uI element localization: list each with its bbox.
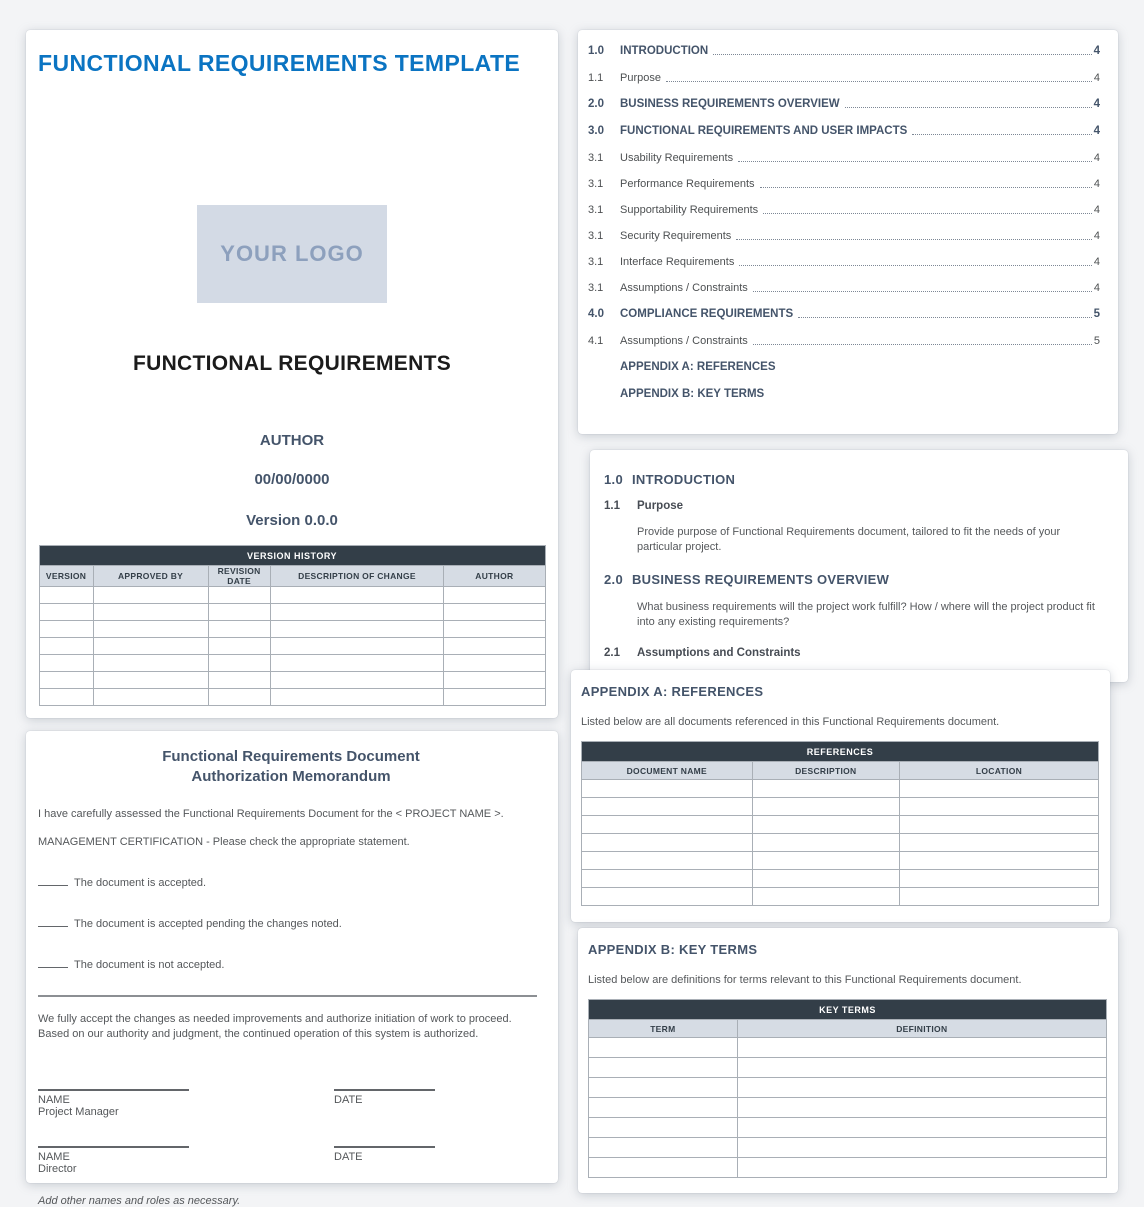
table-column-header: LOCATION: [899, 762, 1098, 780]
table-cell: [589, 1098, 738, 1118]
table-column-header: TERM: [589, 1020, 738, 1038]
toc-entry-number: 4.1: [588, 335, 604, 347]
table-cell: [737, 1098, 1106, 1118]
toc-entry-label: Usability Requirements: [620, 152, 734, 164]
toc-entry-number: 4.0: [588, 308, 604, 320]
toc-entry-page-number: 4: [1093, 125, 1100, 137]
toc-entry-page-number: 4: [1093, 98, 1100, 110]
table-cell: [270, 604, 444, 621]
section-heading-text: Assumptions and Constraints: [637, 647, 801, 659]
memo-option-label: The document is not accepted.: [74, 959, 225, 971]
table-cell: [208, 621, 270, 638]
table-row: [589, 1138, 1107, 1158]
toc-entry-number: 1.1: [588, 72, 604, 84]
table-row: [39, 604, 545, 621]
toc-entry-label: Purpose: [620, 72, 661, 84]
memo-page: [26, 731, 558, 1207]
table-cell: [582, 780, 753, 798]
table-cell: [737, 1038, 1106, 1058]
toc-page: [578, 30, 1118, 434]
table-cell: [208, 638, 270, 655]
section-heading-text: BUSINESS REQUIREMENTS OVERVIEW: [631, 572, 890, 587]
table-row: [39, 689, 545, 706]
date-label: DATE: [334, 1151, 363, 1163]
table-column-header: DESCRIPTION OF CHANGE: [270, 566, 444, 587]
appendix-a-intro: Listed below are all documents referenced in this Functional Requirements document.: [581, 716, 1000, 728]
toc-entry-number: 3.0: [588, 125, 604, 137]
table-title: KEY TERMS: [589, 1000, 1107, 1020]
toc-entry: [588, 125, 1100, 137]
intro-page: [590, 450, 1128, 682]
table-cell: [444, 587, 545, 604]
toc-entry-number: 1.0: [588, 45, 604, 57]
table-row: [582, 834, 1099, 852]
table-cell: [737, 1138, 1106, 1158]
table-cell: [582, 870, 753, 888]
version-history-table: [39, 545, 546, 706]
memo-paragraph: MANAGEMENT CERTIFICATION - Please check the appropriate statement.: [38, 836, 410, 848]
toc-entry: [588, 256, 1100, 268]
table-column-header: APPROVED BY: [93, 566, 208, 587]
toc-entry: [588, 335, 1100, 347]
section-heading-text: Purpose: [637, 500, 684, 512]
toc-entry-label: FUNCTIONAL REQUIREMENTS AND USER IMPACTS: [620, 125, 908, 137]
toc-entry-page-number: 5: [1093, 335, 1100, 347]
signature-role: Director: [38, 1163, 77, 1175]
table-row: [589, 1098, 1107, 1118]
toc-entry: [588, 282, 1100, 294]
table-row: [589, 1118, 1107, 1138]
table-row: [582, 780, 1099, 798]
memo-note: Add other names and roles as necessary.: [38, 1195, 241, 1207]
toc-dot-leader: [738, 161, 1092, 162]
table-column-header: DEFINITION: [737, 1020, 1106, 1038]
memo-title-line2: Authorization Memorandum: [191, 768, 391, 785]
table-row: [39, 655, 545, 672]
table-cell: [589, 1118, 738, 1138]
table-cell: [752, 798, 899, 816]
section-h2: [604, 500, 1108, 512]
table-cell: [737, 1058, 1106, 1078]
table-cell: [39, 672, 93, 689]
table-cell: [444, 621, 545, 638]
toc-entry: [588, 388, 1100, 400]
checkmark-blank: [38, 875, 68, 886]
toc-dot-leader: [753, 344, 1092, 345]
date-label: DATE: [334, 1094, 363, 1106]
toc-entry-label: Interface Requirements: [620, 256, 735, 268]
toc-entry-label: Assumptions / Constraints: [620, 335, 748, 347]
toc-dot-leader: [798, 317, 1091, 318]
table-cell: [899, 852, 1098, 870]
date-line: [334, 1089, 435, 1091]
table-cell: [93, 655, 208, 672]
toc-entry-number: 3.1: [588, 152, 604, 164]
toc-entry-page-number: 4: [1093, 230, 1100, 242]
table-cell: [582, 888, 753, 906]
toc-entry: [588, 361, 1100, 373]
cover-page: [26, 30, 558, 718]
toc-entry-page-number: 4: [1093, 282, 1100, 294]
table-cell: [39, 604, 93, 621]
toc-entry: [588, 98, 1100, 110]
table-row: [582, 870, 1099, 888]
toc-dot-leader: [739, 265, 1092, 266]
toc-dot-leader: [713, 54, 1091, 55]
template-title: FUNCTIONAL REQUIREMENTS TEMPLATE: [38, 50, 521, 76]
table-cell: [737, 1078, 1106, 1098]
table-row: [582, 852, 1099, 870]
table-cell: [582, 852, 753, 870]
table-cell: [752, 852, 899, 870]
section-number: 1.1: [604, 500, 620, 512]
toc-entry-number: 3.1: [588, 256, 604, 268]
memo-option-label: The document is accepted pending the changes noted.: [74, 918, 342, 930]
key-terms-table: [588, 999, 1107, 1178]
table-row: [582, 888, 1099, 906]
section-number: 2.0: [604, 572, 623, 587]
appendix-b-title: APPENDIX B: KEY TERMS: [588, 942, 758, 957]
signature-role: Project Manager: [38, 1106, 119, 1118]
toc-dot-leader: [736, 239, 1092, 240]
divider: [38, 995, 537, 997]
toc-entry: [588, 152, 1100, 164]
table-row: [39, 672, 545, 689]
toc-entry: [588, 45, 1100, 57]
table-title-row: [39, 546, 545, 566]
document-version: Version 0.0.0: [246, 512, 338, 529]
table-cell: [752, 816, 899, 834]
table-cell: [899, 780, 1098, 798]
table-cell: [270, 672, 444, 689]
table-title-row: [589, 1000, 1107, 1020]
table-cell: [752, 780, 899, 798]
section-number: 1.0: [604, 472, 623, 487]
section-h2: [604, 647, 1108, 659]
table-column-header: AUTHOR: [444, 566, 545, 587]
table-column-header: REVISION DATE: [208, 566, 270, 587]
table-title: VERSION HISTORY: [39, 546, 545, 566]
table-row: [582, 798, 1099, 816]
toc-entry-page-number: 5: [1093, 308, 1100, 320]
document-title: FUNCTIONAL REQUIREMENTS: [132, 352, 451, 375]
table-title-row: [582, 742, 1099, 762]
table-header-row: [582, 762, 1099, 780]
table-cell: [899, 888, 1098, 906]
toc-entry-label: Supportability Requirements: [620, 204, 759, 216]
table-cell: [93, 638, 208, 655]
toc-entry: [588, 308, 1100, 320]
table-cell: [270, 621, 444, 638]
checkmark-blank: [38, 916, 68, 927]
table-cell: [589, 1058, 738, 1078]
table-cell: [208, 689, 270, 706]
memo-option-label: The document is accepted.: [74, 877, 207, 889]
table-cell: [93, 587, 208, 604]
memo-option: [38, 875, 544, 889]
table-cell: [899, 816, 1098, 834]
toc-entry-label: BUSINESS REQUIREMENTS OVERVIEW: [620, 98, 840, 110]
table-cell: [589, 1138, 738, 1158]
table-row: [589, 1078, 1107, 1098]
memo-option: [38, 957, 544, 971]
signature-name-label: NAME: [38, 1094, 70, 1106]
toc-entry: [588, 72, 1100, 84]
table-cell: [589, 1158, 738, 1178]
table-cell: [752, 870, 899, 888]
document-date: 00/00/0000: [254, 471, 330, 488]
table-title: REFERENCES: [582, 742, 1099, 762]
table-cell: [93, 689, 208, 706]
table-cell: [589, 1078, 738, 1098]
table-cell: [39, 587, 93, 604]
table-row: [589, 1038, 1107, 1058]
table-cell: [899, 798, 1098, 816]
toc-entry: [588, 230, 1100, 242]
table-cell: [93, 621, 208, 638]
appendix-b-intro: Listed below are definitions for terms relevant to this Functional Requirements document.: [588, 974, 1022, 986]
table-cell: [270, 655, 444, 672]
table-cell: [208, 655, 270, 672]
appendix-a-page: [571, 670, 1110, 922]
table-cell: [582, 816, 753, 834]
table-cell: [899, 870, 1098, 888]
table-row: [582, 816, 1099, 834]
memo-option: [38, 916, 544, 930]
section-number: 2.1: [604, 647, 620, 659]
toc-entry-label: COMPLIANCE REQUIREMENTS: [620, 308, 794, 320]
memo-paragraph: I have carefully assessed the Functional Requirements Document for the < PROJECT NAME >.: [38, 808, 504, 820]
toc-entry-label: INTRODUCTION: [620, 45, 709, 57]
table-row: [39, 621, 545, 638]
table-cell: [444, 689, 545, 706]
table-cell: [444, 672, 545, 689]
table-cell: [208, 604, 270, 621]
table-cell: [208, 587, 270, 604]
toc-dot-leader: [666, 81, 1092, 82]
table-cell: [39, 638, 93, 655]
memo-title-line1: Functional Requirements Document: [162, 748, 420, 765]
logo-placeholder: [197, 205, 387, 303]
table-cell: [93, 604, 208, 621]
toc-entry-page-number: 4: [1093, 256, 1100, 268]
table-cell: [752, 834, 899, 852]
toc-dot-leader: [760, 187, 1092, 188]
author-label: AUTHOR: [259, 432, 325, 449]
intro-sections: [590, 450, 1128, 687]
toc-entry-page-number: 4: [1093, 72, 1100, 84]
toc-entry-label: APPENDIX A: REFERENCES: [620, 361, 776, 373]
signature-name-label: NAME: [38, 1151, 70, 1163]
table-header-row: [589, 1020, 1107, 1038]
toc-dot-leader: [763, 213, 1092, 214]
table-row: [39, 587, 545, 604]
table-cell: [737, 1118, 1106, 1138]
table-column-header: VERSION: [39, 566, 93, 587]
table-cell: [737, 1158, 1106, 1178]
toc-entry-number: 3.1: [588, 230, 604, 242]
table-cell: [39, 655, 93, 672]
toc-entry-page-number: 4: [1093, 45, 1100, 57]
signature-line: [38, 1089, 189, 1091]
section-heading-text: INTRODUCTION: [631, 472, 736, 487]
date-line: [334, 1146, 435, 1148]
toc-entry-label: APPENDIX B: KEY TERMS: [620, 388, 765, 400]
toc-entry-number: 3.1: [588, 282, 604, 294]
toc-entry-label: Performance Requirements: [620, 178, 755, 190]
toc-entry-label: Assumptions / Constraints: [620, 282, 748, 294]
table-row: [589, 1158, 1107, 1178]
toc-dot-leader: [845, 107, 1092, 108]
appendix-b-page: [578, 928, 1118, 1193]
section-body: What business requirements will the project work fulfill? How / where will the project product fit into any existing requirements?: [637, 601, 1095, 628]
table-cell: [752, 888, 899, 906]
toc-dot-leader: [912, 134, 1091, 135]
toc-dot-leader: [753, 291, 1092, 292]
table-header-row: [39, 566, 545, 587]
table-cell: [208, 672, 270, 689]
table-cell: [899, 834, 1098, 852]
section-h1: [604, 472, 1108, 487]
table-cell: [270, 638, 444, 655]
table-cell: [582, 798, 753, 816]
section-body: Provide purpose of Functional Requirements document, tailored to fit the needs of your particular project.: [637, 526, 1061, 553]
table-cell: [589, 1038, 738, 1058]
toc-entry-number: 3.1: [588, 178, 604, 190]
table-cell: [444, 604, 545, 621]
toc-entry-page-number: 4: [1093, 204, 1100, 216]
references-table: [581, 741, 1099, 906]
toc-entry-page-number: 4: [1093, 152, 1100, 164]
signature-block: [38, 1146, 544, 1175]
toc-list: [578, 30, 1118, 400]
table-row: [39, 638, 545, 655]
table-cell: [270, 689, 444, 706]
toc-entry: [588, 178, 1100, 190]
logo-placeholder-text: YOUR LOGO: [220, 241, 364, 266]
toc-entry-page-number: 4: [1093, 178, 1100, 190]
signature-line: [38, 1146, 189, 1148]
table-cell: [93, 672, 208, 689]
table-column-header: DESCRIPTION: [752, 762, 899, 780]
checkmark-blank: [38, 957, 68, 968]
signature-block: [38, 1089, 544, 1118]
table-cell: [39, 689, 93, 706]
toc-entry-number: 3.1: [588, 204, 604, 216]
appendix-a-title: APPENDIX A: REFERENCES: [581, 684, 764, 699]
table-row: [589, 1058, 1107, 1078]
table-cell: [270, 587, 444, 604]
table-cell: [39, 621, 93, 638]
section-h1: [604, 572, 1108, 587]
toc-entry: [588, 204, 1100, 216]
table-cell: [582, 834, 753, 852]
toc-entry-number: 2.0: [588, 98, 604, 110]
memo-paragraph: We fully accept the changes as needed improvements and authorize initiation of work to proceed. Based on our authority and judgment, the continued operation of this system is authorized.: [38, 1013, 512, 1040]
memo-title: [38, 747, 544, 787]
toc-entry-label: Security Requirements: [620, 230, 732, 242]
table-cell: [444, 638, 545, 655]
table-column-header: DOCUMENT NAME: [582, 762, 753, 780]
table-cell: [444, 655, 545, 672]
